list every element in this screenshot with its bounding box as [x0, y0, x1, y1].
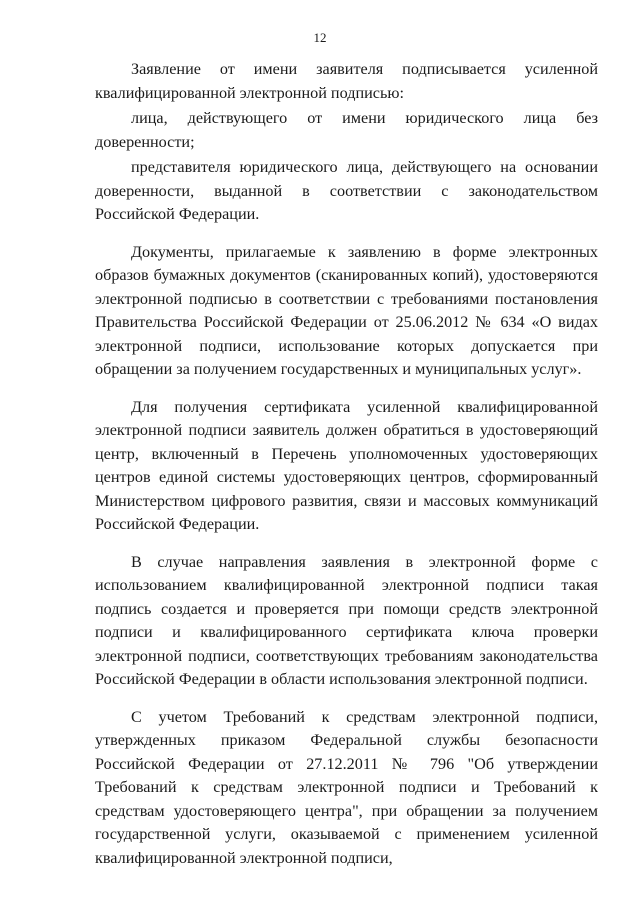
paragraph-fsb-requirements: С учетом Требований к средствам электронной подписи, утвержденных приказом Федеральной службы безопасности Российской Федерации от 27.12.2011 № 796 "Об утверждении Требований к средствам электронной подписи и Требований к средствам удостоверяющего центра", при обращении за получением государственной услуги, оказываемой с применением усиленной квалифицированной электронной подписи, [95, 707, 598, 867]
paragraph-representative: представителя юридического лица, действующего на основании доверенности, выданной в соответствии с законодательством Российской Федерации. [95, 158, 598, 223]
page-number: 12 [313, 30, 327, 45]
paragraph-certificate-obtaining: Для получения сертификата усиленной квалифицированной электронной подписи заявитель должен обратиться в удостоверяющий центр, включенный в Перечень уполномоченных удостоверяющих центров единой системы удостоверяющих центров, сформированный Министерством цифрового развития, связи и массовых коммуникаций Российской Федерации. [95, 397, 598, 533]
paragraph-electronic-form: В случае направления заявления в электронной форме с использованием квалифицированной электронной подписи такая подпись создается и проверяется при помощи средств электронной подписи и квалифицированного сертификата ключа проверки электронной подписи, соответствующих требованиям законодательства Российской Федерации в области использования электронной подписи. [95, 552, 598, 688]
paragraph-legal-entity-person: лица, действующего от имени юридического лица без доверенности; [95, 109, 598, 151]
paragraph-signature-requirement: Заявление от имени заявителя подписывается усиленной квалифицированной электронной подписью: [95, 60, 598, 102]
document-body [95, 58, 598, 872]
paragraph-attached-documents: Документы, прилагаемые к заявлению в форме электронных образов бумажных документов (сканированных копий), удостоверяются электронной подписью в соответствии с требованиями постановления Правительства Российской Федерации от 25.06.2012 № 634 «О видах электронной подписи, использование которых допускается при обращении за получением государственных и муниципальных услуг». [95, 242, 598, 378]
